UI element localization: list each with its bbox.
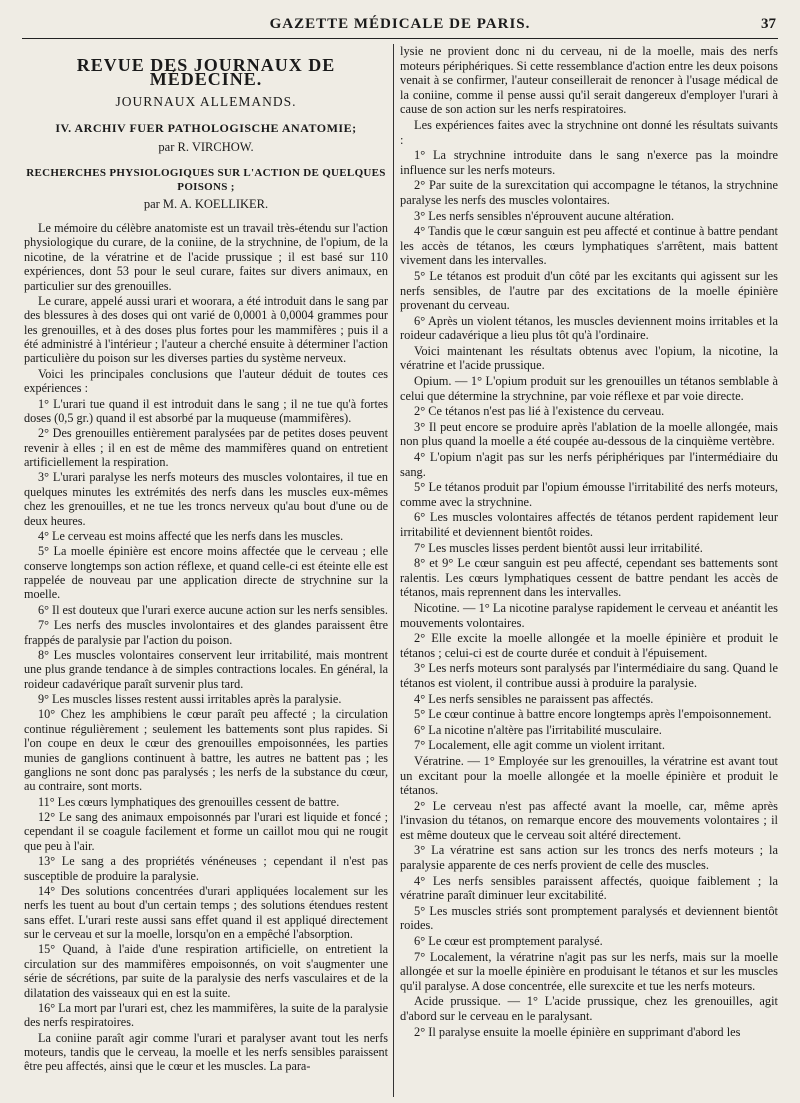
- paragraph: Opium. — 1° L'opium produit sur les grenouilles un tétanos semblable à celui que détermine la strychnine, par voie réflexe et par voie directe.: [400, 374, 778, 403]
- paragraph: 10° Chez les amphibiens le cœur paraît peu affecté ; la circulation continue régulièrement ; seulement les battements sont plus rapides. Si l'on coupe en deux le cœur des grenouilles empoisonnées, les parties munies de ganglions continuent à battre, les autres ne battent pas ; les ganglions ne sont donc pas paralysés ; les nerfs de la substance du cœur, au contraire, sont morts.: [24, 707, 388, 794]
- paragraph: 11° Les cœurs lymphatiques des grenouilles cessent de battre.: [38, 794, 340, 809]
- page-number: 37: [761, 16, 776, 32]
- paragraph: 6° Le cœur est promptement paralysé.: [414, 934, 603, 949]
- paragraph: Voici les principales conclusions que l'auteur déduit de toutes ces expériences :: [24, 366, 388, 396]
- paragraph: 4° Le cerveau est moins affecté que les nerfs dans les muscles.: [38, 528, 344, 543]
- section-title: REVUE DES JOURNAUX DE MÉDECINE.: [76, 55, 336, 90]
- paragraph: La coniine paraît agir comme l'urari et paralyser avant tout les nerfs moteurs, tandis que le cerveau, la moelle et les nerfs sensibles paraissent être peu affectés, ainsi que le cœur et les muscles. La para-: [24, 1030, 388, 1074]
- paragraph: 3° Les nerfs sensibles n'éprouvent aucune altération.: [414, 208, 675, 223]
- paragraph: 9° Les muscles lisses restent aussi irritables après la paralysie.: [38, 692, 342, 706]
- journal-title: IV. ARCHIV FUER PATHOLOGISCHE ANATOMIE;: [55, 121, 357, 136]
- paragraph: 1° L'urari tue quand il est introduit dans le sang ; il ne tue qu'à fortes doses (0,5 gr.) quand il est absorbé par la muqueuse (mammifères).: [24, 396, 388, 425]
- paragraph: 2° Il paralyse ensuite la moelle épinière en supprimant d'abord les: [414, 1024, 741, 1039]
- paragraph: 5° La moelle épinière est encore moins affectée que le cerveau ; elle conserve longtemps son action réflexe, et quand celle-ci est éteinte elle est rappelée de nouveau par une application directe de strychnine sur la moelle.: [24, 544, 388, 602]
- paragraph: Le mémoire du célèbre anatomiste est un travail très-étendu sur l'action physiologique du curare, de la coniine, de la strychnine, de l'opium, de la nicotine, de la vératrine et de l'acide prussique ; il est basé sur 110 expériences, dont 53 pour le seul curare, faites sur divers animaux, en particulier sur des grenouilles.: [24, 221, 388, 293]
- paragraph: 4° L'opium n'agit pas sur les nerfs périphériques par l'intermédiaire du sang.: [400, 450, 778, 479]
- paragraph: 6° Après un violent tétanos, les muscles deviennent moins irritables et la roideur cadavérique a lieu plus tôt qu'à l'ordinaire.: [400, 313, 778, 343]
- paragraph: 4° Tandis que le cœur sanguin est peu affecté et continue à battre pendant les accès de tétanos, les cœurs lymphatiques s'arrêtent, mais battent vivement dans les intervalles.: [400, 224, 778, 268]
- paragraph: 5° Les muscles striés sont promptement paralysés et deviennent bientôt roides.: [400, 903, 778, 933]
- paragraph: 6° Les muscles volontaires affectés de tétanos perdent rapidement leur irritabilité et deviennent bientôt roides.: [400, 510, 778, 539]
- page-header: [22, 10, 778, 39]
- paragraph: 5° Le tétanos produit par l'opium émousse l'irritabilité des nerfs moteurs, comme avec la strychnine.: [400, 480, 778, 509]
- paragraph: 2° Elle excite la moelle allongée et la moelle épinière et produit le tétanos ; celui-ci est de courte durée et conduit à l'épuisement.: [400, 631, 778, 660]
- paragraph: 2° Le cerveau n'est pas affecté avant la moelle, car, même après l'invasion du tétanos, on remarque encore des mouvements volontaires ; il est même douteux que le cerveau soit altéré directement.: [400, 798, 778, 842]
- paragraph: 5° Le tétanos est produit d'un côté par les excitants qui agissent sur les nerfs sensibles, de l'autre par des excitations de la moelle épinière provenant du cerveau.: [400, 268, 778, 313]
- paragraph: 4° Les nerfs sensibles paraissent affectés, quoique faiblement ; la vératrine paraît diminuer leur excitabilité.: [400, 873, 778, 903]
- paragraph: 3° La vératrine est sans action sur les troncs des nerfs moteurs ; la paralysie apparente de ces nerfs provient de celle des muscles.: [400, 843, 778, 873]
- paragraph: 3° L'urari paralyse les nerfs moteurs des muscles volontaires, il tue en quelques minutes les extrémités des nerfs dans les muscles eux-mêmes chez les grenouilles, et ne tue les troncs nerveux qu'au bout d'une ou de deux heures.: [24, 470, 388, 528]
- paragraph: 2° Par suite de la surexcitation qui accompagne le tétanos, la strychnine paralyse les nerfs des muscles volontaires.: [400, 178, 778, 207]
- article-author: par M. A. KOELLIKER.: [143, 196, 269, 211]
- paragraph: Vératrine. — 1° Employée sur les grenouilles, la vératrine est avant tout un excitant pour la moelle allongée et la moelle épinière et produit le tétanos.: [400, 753, 778, 798]
- paragraph: 7° Localement, la vératrine n'agit pas sur les nerfs, mais sur la moelle allongée et sur la moelle épinière en produisant le tétanos et sur les muscles qu'il paralyse. A dose concentrée, elle surexcite et tue les nerfs moteurs.: [400, 949, 778, 993]
- paragraph: 14° Des solutions concentrées d'urari appliquées localement sur les nerfs les tuent au bout d'un certain temps ; des solutions étendues restent sans effet. L'urari reste aussi sans effet quand il est appliqué directement sur le cerveau et sur la moelle, lorsqu'on en a empêché l'absorption.: [24, 883, 388, 941]
- paragraph: 6° La nicotine n'altère pas l'irritabilité musculaire.: [414, 722, 662, 737]
- paragraph: 12° Le sang des animaux empoisonnés par l'urari est liquide et foncé ; cependant il se coagule facilement et forme un caillot mou qui ne rougit que peu à l'air.: [24, 810, 388, 853]
- right-body-text: [400, 44, 778, 1039]
- paragraph: 2° Ce tétanos n'est pas lié à l'existence du cerveau.: [414, 404, 665, 419]
- paragraph: 2° Des grenouilles entièrement paralysées par de petites doses peuvent revenir à elles ; il en est de même des mammifères quand on entretient artificiellement la respiration.: [24, 426, 388, 469]
- paragraph: 7° Les muscles lisses perdent bientôt aussi leur irritabilité.: [414, 540, 703, 555]
- paragraph: 15° Quand, à l'aide d'une respiration artificielle, on entretient la circulation sur des mammifères empoisonnés, on voit s'augmenter une série de sécrétions, par suite de la paralysie des nerfs vasculaires et de la dilatation des vaisseaux qui en est la suite.: [24, 942, 388, 1000]
- paragraph: 3° Il peut encore se produire après l'ablation de la moelle allongée, mais non plus quand la moelle a été coupée au-dessous de la cinquième vertèbre.: [400, 419, 778, 449]
- column-divider: [393, 44, 394, 1097]
- paragraph: 8° et 9° Le cœur sanguin est peu affecté, cependant ses battements sont ralentis. Les cœurs lymphatiques cessent de battre pendant les accès de tétanos, mais reprennent dans les intervalles.: [400, 556, 778, 600]
- paragraph: Le curare, appelé aussi urari et woorara, a été introduit dans le sang par des blessures à des doses qui ont varié de 0,0001 à 0,0004 grammes pour les grenouilles, et à des doses plus fortes pour les mammifères ; puis il a été administré à l'intérieur ; l'auteur a cherché ensuite à déterminer l'action particulière du poison sur les diverses parties du système nerveux.: [24, 293, 388, 366]
- paragraph: 13° Le sang a des propriétés vénéneuses ; cependant il n'est pas susceptible de produire la paralysie.: [24, 854, 388, 883]
- paragraph: 4° Les nerfs sensibles ne paraissent pas affectés.: [414, 691, 654, 706]
- paragraph: 16° La mort par l'urari est, chez les mammifères, la suite de la paralysie des nerfs respiratoires.: [24, 1000, 388, 1030]
- paragraph: lysie ne provient donc ni du cerveau, ni de la moelle, mais des nerfs moteurs périphériques. Si cette ressemblance d'action entre les deux poisons venait à se confirmer, l'auteur conseillerait de renoncer à l'usage médical de la coniine, comme il pense aussi qu'il serait dangereux d'employer l'urari à cause de son action sur les nerfs respiratoires.: [400, 44, 778, 117]
- paragraph: 6° Il est douteux que l'urari exerce aucune action sur les nerfs sensibles.: [38, 602, 388, 617]
- paragraph: Nicotine. — 1° La nicotine paralyse rapidement le cerveau et anéantit les mouvements volontaires.: [400, 600, 778, 630]
- paragraph: 7° Les nerfs des muscles involontaires et des glandes paraissent être frappés de paralysie par l'action du poison.: [24, 618, 388, 647]
- article-title: RECHERCHES PHYSIOLOGIQUES SUR L'ACTION DE QUELQUES POISONS ;: [26, 166, 386, 194]
- paragraph: 7° Localement, elle agit comme un violent irritant.: [414, 738, 665, 753]
- paragraph: Acide prussique. — 1° L'acide prussique, chez les grenouilles, agit d'abord sur le cerveau en le paralysant.: [400, 994, 778, 1023]
- running-title: GAZETTE MÉDICALE DE PARIS.: [269, 16, 531, 32]
- paragraph: Voici maintenant les résultats obtenus avec l'opium, la nicotine, la vératrine et l'acide prussique.: [400, 343, 778, 373]
- paragraph: 1° La strychnine introduite dans le sang n'exerce pas la moindre influence sur les nerfs moteurs.: [400, 148, 778, 177]
- paragraph: 5° Le cœur continue à battre encore longtemps après l'empoisonnement.: [414, 707, 772, 722]
- journal-author: par R. VIRCHOW.: [158, 139, 254, 154]
- paragraph: Les expériences faites avec la strychnine ont donné les résultats suivants :: [400, 117, 778, 147]
- subsection-title: JOURNAUX ALLEMANDS.: [115, 93, 297, 109]
- left-body-text: [24, 221, 388, 1074]
- paragraph: 8° Les muscles volontaires conservent leur irritabilité, mais montrent une plus grande tendance à de simples contractions locales. En général, la roideur cadavérique paraît survenir plus tard.: [24, 647, 388, 691]
- paragraph: 3° Les nerfs moteurs sont paralysés par l'intermédiaire du sang. Quand le tétanos est violent, il contribue aussi à produire la paralysie.: [400, 661, 778, 690]
- right-column: [400, 44, 778, 1097]
- left-column: [24, 44, 388, 1097]
